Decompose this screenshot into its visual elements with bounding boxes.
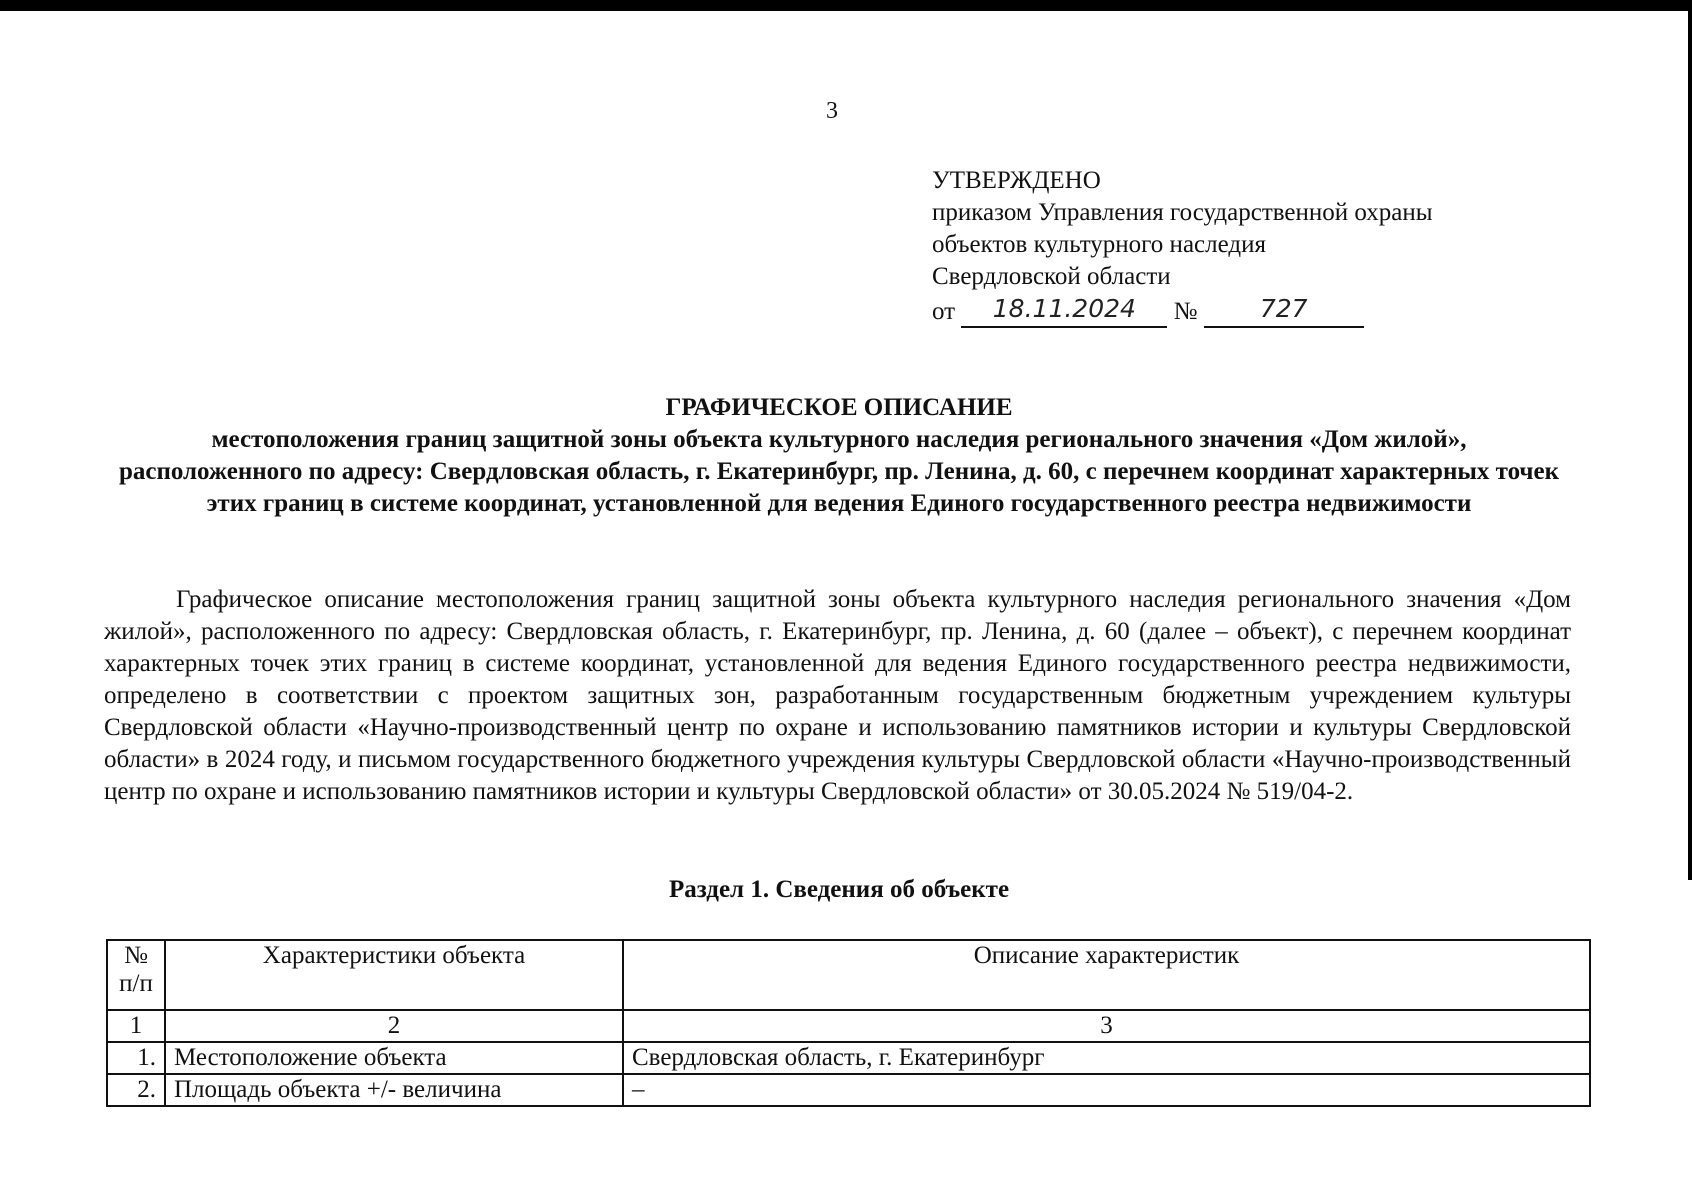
number-field xyxy=(1204,293,1364,328)
approval-heading: УТВЕРЖДЕНО xyxy=(932,167,1101,194)
approval-date-row xyxy=(932,293,1433,328)
date-prefix: от xyxy=(932,298,956,325)
row-description: – xyxy=(623,1074,1590,1106)
document-subtitle: местоположения границ защитной зоны объекта культурного наследия регионального значения «Дом жилой», расположенного по адресу: Свердловская область, г. Екатеринбург, пр. Ленина, д. 60, с перечнем координат характерных точек этих границ в системе координат, установленной для ведения Единого государственного реестра недвижимости xyxy=(118,426,1560,517)
page-number: 3 xyxy=(826,98,838,124)
table-header-row xyxy=(107,940,1590,1010)
header-description: Описание характеристик xyxy=(623,940,1590,1010)
handwritten-date: 18.11.2024 xyxy=(992,294,1136,323)
header-number: № п/п xyxy=(107,940,165,1010)
row-characteristic: Местоположение объекта xyxy=(165,1042,623,1074)
table-row xyxy=(107,1074,1590,1106)
index-cell: 3 xyxy=(623,1010,1590,1042)
scan-top-border xyxy=(0,0,1692,11)
date-field xyxy=(961,293,1167,328)
document-title-block xyxy=(100,392,1578,520)
row-number: 2. xyxy=(107,1074,165,1106)
row-number: 1. xyxy=(107,1042,165,1074)
approval-line-2: объектов культурного наследия xyxy=(932,231,1266,258)
approval-line-3: Свердловской области xyxy=(932,263,1171,290)
document-title: ГРАФИЧЕСКОЕ ОПИСАНИЕ xyxy=(665,394,1013,421)
section-1-heading: Раздел 1. Сведения об объекте xyxy=(668,876,1010,903)
header-characteristics: Характеристики объекта xyxy=(165,940,623,1010)
scan-right-border xyxy=(1688,0,1692,880)
table-row xyxy=(107,1042,1590,1074)
table-index-row xyxy=(107,1010,1590,1042)
object-info-table xyxy=(106,939,1591,1107)
index-cell: 1 xyxy=(107,1010,165,1042)
row-description: Свердловская область, г. Екатеринбург xyxy=(623,1042,1590,1074)
body-paragraph: Графическое описание местоположения границ защитной зоны объекта культурного наследия регионального значения «Дом жилой», расположенного по адресу: Свердловская область, г. Екатеринбург, пр. Ленина, д. 60 (далее – объект), с перечнем координат характерных точек этих границ в системе координат, установленной для ведения Единого государственного реестра недвижимости, определено в соответствии с проектом защитных зон, разработанным государственным бюджетным учреждением культуры Свердловской области «Научно-производственный центр по охране и использованию памятников истории и культуры Свердловской области» в 2024 году, и письмом государственного бюджетного учреждения культуры Свердловской области «Научно-производственный центр по охране и использованию памятников истории и культуры Свердловской области» от 30.05.2024 № 519/04-2. xyxy=(104,586,1571,805)
handwritten-number: 727 xyxy=(1259,294,1308,323)
approval-stamp xyxy=(932,165,1433,328)
index-cell: 2 xyxy=(165,1010,623,1042)
number-prefix: № xyxy=(1173,298,1198,325)
row-characteristic: Площадь объекта +/- величина xyxy=(165,1074,623,1106)
approval-line-1: приказом Управления государственной охраны xyxy=(932,199,1433,226)
